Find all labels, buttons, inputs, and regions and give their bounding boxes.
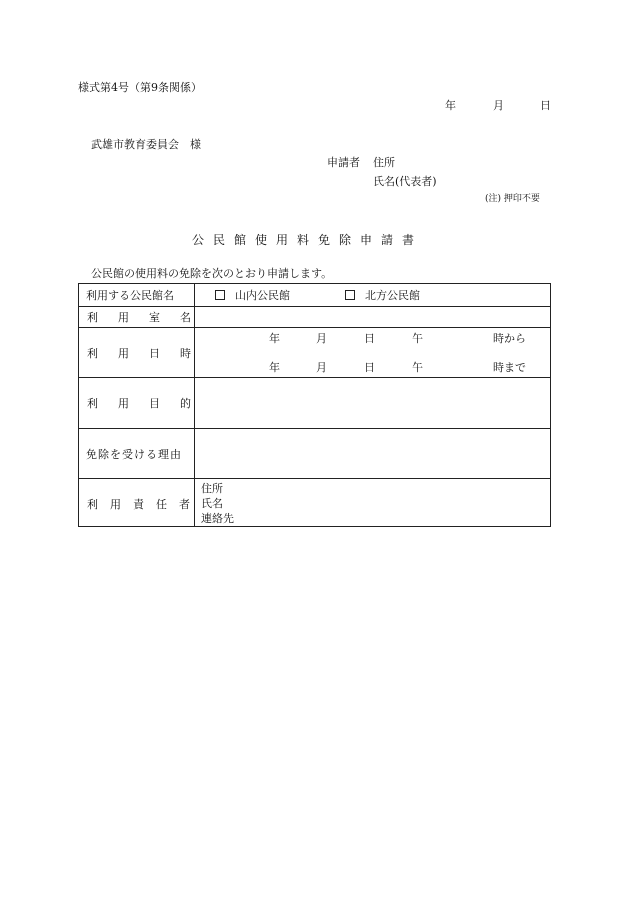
applicant-label: 申請者 — [327, 156, 360, 169]
seal-note: (注) 押印不要 — [485, 194, 540, 204]
responsible-address: 住所 — [201, 482, 223, 495]
row-responsible — [79, 478, 550, 527]
end-ampm: 午 — [412, 361, 423, 374]
applicant-address-label: 住所 — [373, 156, 395, 169]
checkbox-icon[interactable] — [345, 290, 355, 300]
reason-label: 免除を受ける理由 — [86, 448, 182, 461]
option-label: 山内公民館 — [235, 289, 290, 302]
option-label: 北方公民館 — [365, 289, 420, 302]
end-time-to: 時まで — [493, 361, 526, 374]
form-number: 様式第4号（第9条関係） — [78, 81, 202, 94]
responsible-name: 氏名 — [201, 497, 223, 510]
date-day-label: 日 — [540, 99, 551, 112]
option-kitagata[interactable] — [345, 290, 420, 301]
addressee: 武雄市教育委員会 様 — [91, 138, 201, 151]
responsible-contact: 連絡先 — [201, 512, 234, 525]
start-ampm: 午 — [412, 332, 423, 345]
datetime-label: 利用日時 — [87, 347, 211, 360]
applicant-name-label: 氏名(代表者) — [373, 175, 437, 188]
end-day: 日 — [364, 361, 375, 374]
start-year: 年 — [269, 332, 280, 345]
start-day: 日 — [364, 332, 375, 345]
facility-label: 利用する公民館名 — [86, 289, 174, 302]
responsible-label: 利用責任者 — [87, 498, 202, 511]
date-year-label: 年 — [445, 99, 456, 112]
row-facility — [79, 284, 550, 306]
row-purpose — [79, 377, 550, 428]
room-label: 利用室名 — [87, 311, 211, 324]
document-title: 公民館使用料免除申請書 — [192, 233, 424, 247]
application-table — [78, 283, 551, 527]
intro-text: 公民館の使用料の免除を次のとおり申請します。 — [91, 267, 333, 280]
checkbox-icon[interactable] — [215, 290, 225, 300]
row-datetime — [79, 327, 550, 377]
end-year: 年 — [269, 361, 280, 374]
option-yamauchi[interactable] — [215, 290, 290, 301]
start-month: 月 — [316, 332, 327, 345]
row-room — [79, 306, 550, 327]
purpose-label: 利用目的 — [87, 397, 211, 410]
end-month: 月 — [316, 361, 327, 374]
date-month-label: 月 — [493, 99, 504, 112]
start-time-from: 時から — [493, 332, 526, 345]
row-reason — [79, 428, 550, 478]
